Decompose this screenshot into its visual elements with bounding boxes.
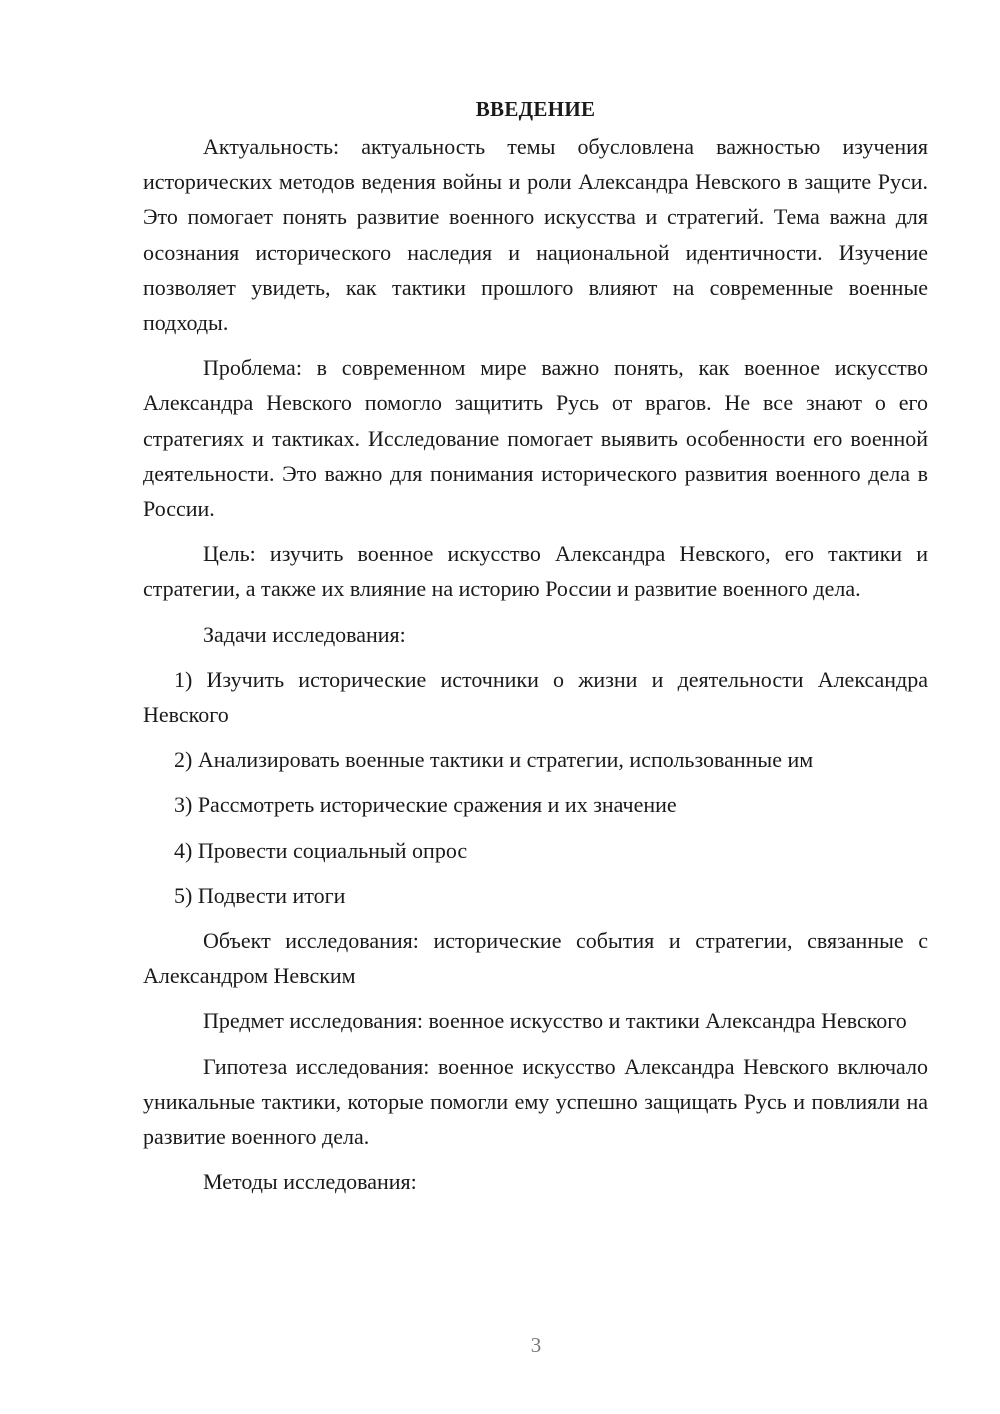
paragraph-goal: Цель: изучить военное искусство Александра Невского, его тактики и стратегии, а также их влияние на историю России и развитие военного дела. xyxy=(143,541,928,602)
list-item: 4) Провести социальный опрос xyxy=(174,837,468,863)
paragraph-subject: Предмет исследования: военное искусство и тактики Александра Невского xyxy=(203,1008,907,1034)
paragraph-object: Объект исследования: исторические события и стратегии, связанные с Александром Невским xyxy=(143,928,928,989)
list-item: 5) Подвести итоги xyxy=(174,882,346,908)
tasks-list xyxy=(143,662,928,913)
paragraph-methods: Методы исследования: xyxy=(203,1169,417,1195)
paragraph-relevance: Актуальность: актуальность темы обусловлена важностью изучения исторических методов ведения войны и роли Александра Невского в защите Руси. Это помогает понять развитие военного искусства и стратегий. Тема важна для осознания исторического наследия и национальной идентичности. Изучение позволяет увидеть, как тактики прошлого влияют на современные военные подходы. xyxy=(143,134,928,336)
paragraph-hypothesis: Гипотеза исследования: военное искусство Александра Невского включало уникальные тактики, которые помогли ему успешно защищать Русь и повлияли на развитие военного дела. xyxy=(143,1053,928,1150)
paragraph-problem: Проблема: в современном мире важно понять, как военное искусство Александра Невского помогло защитить Русь от врагов. Не все знают о его стратегиях и тактиках. Исследование помогает выявить особенности его военной деятельности. Это важно для понимания исторического развития военного дела в России. xyxy=(143,355,928,522)
document-page xyxy=(143,92,928,1209)
paragraph-tasks-heading: Задачи исследования: xyxy=(203,621,406,647)
list-item: 3) Рассмотреть исторические сражения и их значение xyxy=(174,792,677,818)
list-item: 1) Изучить исторические источники о жизни и деятельности Александра Невского xyxy=(143,666,928,728)
page-number: 3 xyxy=(530,1333,542,1357)
list-item: 2) Анализировать военные тактики и стратегии, использованные им xyxy=(174,747,814,773)
section-title: ВВЕДЕНИЕ xyxy=(475,97,596,121)
